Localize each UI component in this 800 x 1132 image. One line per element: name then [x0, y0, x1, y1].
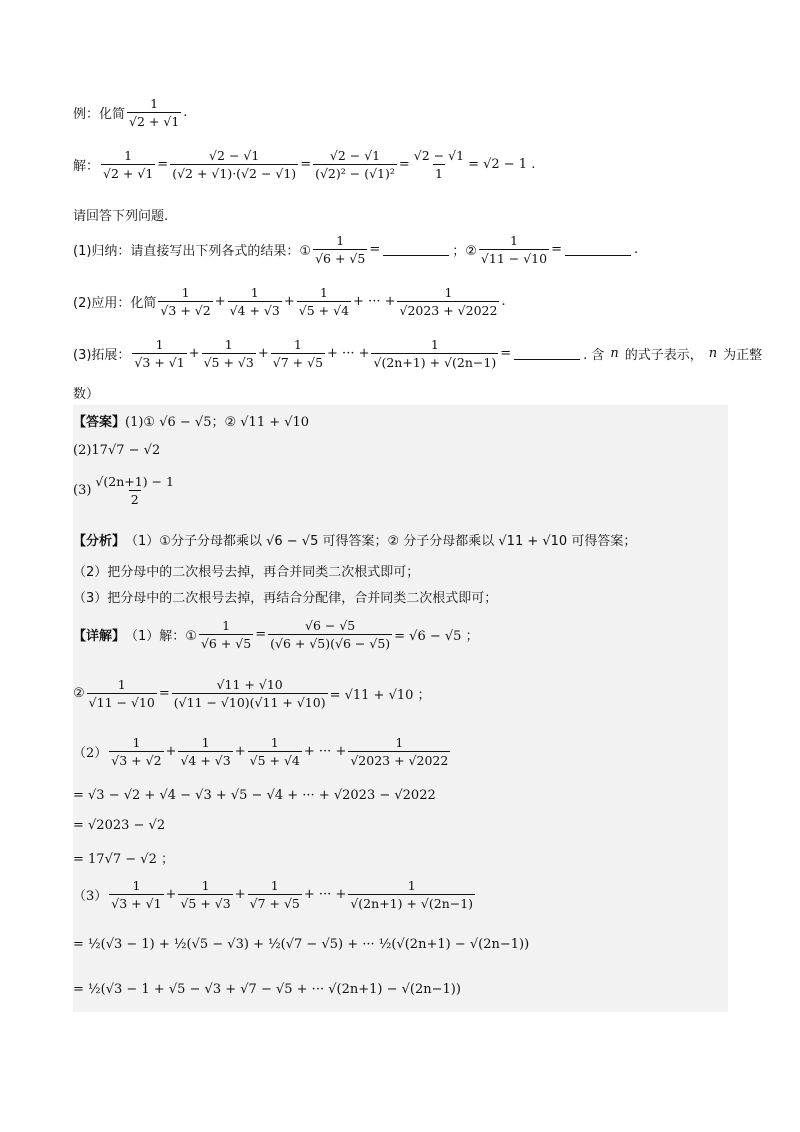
example-label: 例：化简: [73, 107, 126, 122]
solution-fraction-1: $\frac{1}{√2 + √1}$: [103, 148, 154, 181]
solution-fraction-4: $\frac{√2 - √1}{1}$: [413, 148, 465, 181]
answer-blank: [565, 243, 631, 256]
detail-line-4b: = ½(√3 − 1) + ½(√5 − √3) + ½(√7 − √5) + ··· ½(√(2n+1) − √(2n−1)): [73, 937, 530, 952]
detail-line-3c: = √2023 − √2: [73, 818, 166, 833]
solution-result: = √2 − 1 .: [468, 157, 536, 172]
detail-line-3: （2） $\frac{1}{√3 + √2}$ + $\frac{1}{√4 + √3}$ + $\frac{1}{√5 + √4}$ + ··· + $\frac{1}{√2023 + √2022}$: [73, 735, 449, 768]
detail-line-4c: = ½(√3 − 1 + √5 − √3 + √7 − √5 + ··· √(2n+1) − √(2n−1)): [73, 982, 461, 997]
detail-line-4: （3） $\frac{1}{√3 + √1}$ + $\frac{1}{√5 + √3}$ + $\frac{1}{√7 + √5}$ + ··· + $\frac{1}{√(2n+1) + √(2n-1)}$: [73, 878, 474, 911]
answer-line-2: (2)17√7 − √2: [73, 443, 161, 458]
detail-label: 【详解】: [73, 629, 126, 644]
analysis-label: 【分析】: [73, 534, 126, 549]
answer-blank: [383, 243, 449, 256]
solution-line: 解： $\frac{1}{√2 + √1}$ = $\frac{√2 - √1}{(√2 + √1)\cdot(√2 - √1)}$ = $\frac{√2 - √1}{\text{(√2)² − (√1)²}}$ = $\frac{√2 - √1}{1}$ = √2 − 1 .: [73, 148, 536, 181]
analysis-line-3: （3）把分母中的二次根号去掉，再结合分配律，合并同类二次根式即可；: [73, 591, 498, 606]
part-1-line: (1)归纳：请直接写出下列各式的结果：① $\frac{1}{√6 + √5}$ = ；② $\frac{1}{√11 - √10}$ = .: [73, 233, 639, 266]
solution-fraction-3: $\frac{√2 - √1}{\text{(√2)² − (√1)²}}$: [315, 148, 395, 181]
solution-fraction-2: $\frac{√2 - √1}{(√2 + √1)\cdot(√2 - √1)}$: [172, 148, 297, 181]
analysis-line-1: 【分析】 （1）①分子分母都乘以 √6 − √5 可得答案；② 分子分母都乘以 √11 + √10 可得答案；: [73, 530, 636, 549]
detail-line-1: 【详解】 （1）解：① $\frac{1}{√6 + √5}$ = $\frac{√6 - √5}{(√6 + √5)(√6 - √5)}$ = √6 − √5 ；: [73, 618, 479, 651]
detail-line-3b: = √3 − √2 + √4 − √3 + √5 − √4 + ··· + √2023 − √2022: [73, 788, 436, 803]
example-line: 例：化简 $\frac{1}{√2 + √1}$ .: [73, 96, 188, 129]
prompt-text: 请回答下列问题.: [73, 209, 169, 224]
answer-line-3: (3) $\frac{√(2n+1) - 1}{2}$: [73, 474, 174, 507]
part-3-line: (3)拓展： $\frac{1}{√3 + √1}$ + $\frac{1}{√5 + √3}$ + $\frac{1}{√7 + √5}$ + ··· + $\frac{1}{√(2n+1) + √(2n-1)}$ = . 含 n 的式子表示， n 为正整: [73, 337, 763, 370]
answer-line-1: 【答案】 (1)① √6 − √5；② √11 + √10: [73, 411, 309, 430]
example-fraction: $\frac{1}{√2 + √1}$: [129, 96, 180, 129]
answer-label: 【答案】: [73, 415, 126, 430]
part-3-wrap: 数）: [73, 387, 100, 402]
detail-line-3d: = 17√7 − √2 ；: [73, 852, 174, 867]
part-2-line: (2)应用：化简 $\frac{1}{√3 + √2}$ + $\frac{1}{√4 + √3}$ + $\frac{1}{√5 + √4}$ + ··· + $\frac{1}{√2023 + √2022}$ .: [73, 285, 506, 318]
analysis-line-2: （2）把分母中的二次根号去掉，再合并同类二次根式即可；: [73, 565, 420, 580]
solution-label: 解：: [73, 159, 100, 174]
answer-blank: [514, 347, 580, 360]
detail-line-2: ② $\frac{1}{√11 - √10}$ = $\frac{√11 + √10}{(√11 - √10)(√11 + √10)}$ = √11 + √10 ；: [73, 677, 431, 710]
